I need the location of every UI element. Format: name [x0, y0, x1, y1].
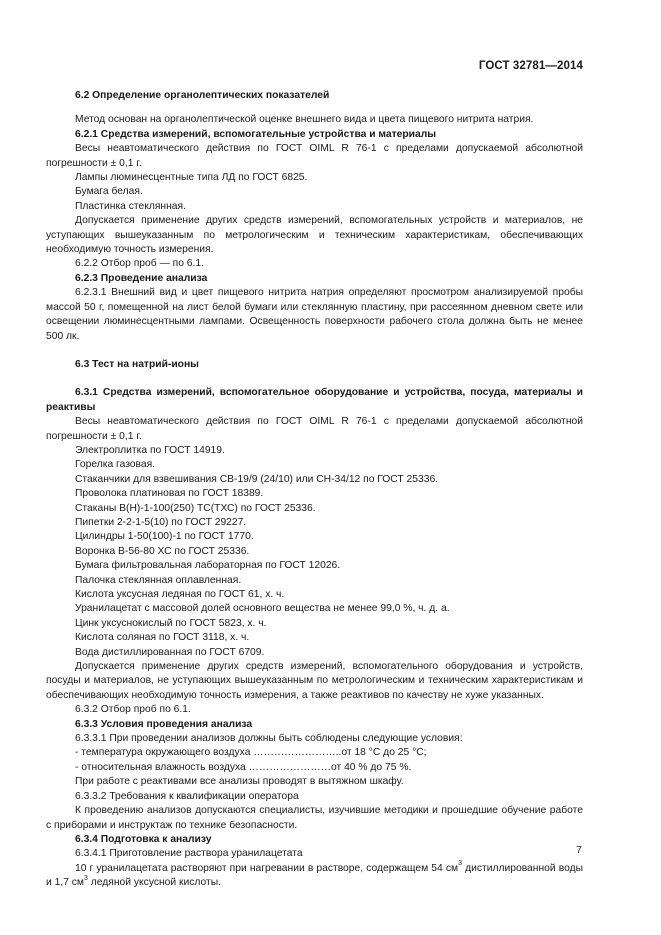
- list-item: Бумага фильтровальная лабораторная по ГОСТ 12026.: [75, 560, 341, 572]
- section-6-3-heading: 6.3 Тест на натрий-ионы: [75, 358, 199, 370]
- superscript: 3: [84, 874, 88, 882]
- section-6-2-1-heading: 6.2.1 Средства измерений, вспомогательные устройства и материалы: [75, 128, 437, 140]
- paragraph: Лампы люминесцентные типа ЛД по ГОСТ 6825.: [75, 172, 308, 184]
- section-6-3-3-2-heading: 6.3.3.2 Требования к квалификации оператора: [75, 790, 299, 802]
- equipment-list: [46, 415, 583, 703]
- paragraph: Допускается применение других средств измерений, вспомогательных устройств и материалов, не уступающих вышеуказанным по метрологическим и техническим характеристикам, обеспечивающих необходимую точность измерения.: [46, 215, 583, 256]
- document-body: [46, 89, 583, 891]
- section-6-3-4-heading: 6.3.4 Подготовка к анализу: [75, 833, 212, 845]
- paragraph: Метод основан на органолептической оценке внешнего вида и цвета пищевого нитрита натрия.: [75, 114, 534, 126]
- list-item: Вода дистиллированная по ГОСТ 6709.: [75, 646, 265, 658]
- list-item: Цинк уксуснокислый по ГОСТ 5823, х. ч.: [75, 617, 267, 629]
- document-id: ГОСТ 32781—2014: [478, 60, 583, 72]
- condition-temperature: - температура окружающего воздуха ……………………..от 18 °С до 25 °С;: [75, 747, 427, 759]
- list-item: Кислота уксусная ледяная по ГОСТ 61, х. ч.: [75, 589, 285, 600]
- paragraph: 6.3.3.1 При проведении анализов должны быть соблюдены следующие условия:: [75, 733, 463, 745]
- list-item: Стаканы В(Н)-1-100(250) ТС(ТХС) по ГОСТ 25336.: [75, 502, 316, 514]
- list-item: Пипетки 2-2-1-5(10) по ГОСТ 29227.: [75, 516, 247, 528]
- list-item: Воронка В-56-80 ХС по ГОСТ 25336.: [75, 545, 250, 557]
- paragraph: Бумага белая.: [75, 186, 143, 198]
- superscript: 3: [458, 860, 462, 868]
- paragraph: Весы неавтоматического действия по ГОСТ OIML R 76-1 с пределами допускаемой абсолютной погрешности ± 0,1 г.: [46, 143, 583, 169]
- list-item: Весы неавтоматического действия по ГОСТ OIML R 76-1 с пределами допускаемой абсолютной погрешности ± 0,1 г.: [46, 416, 583, 442]
- list-item: Электроплитка по ГОСТ 14919.: [75, 444, 225, 456]
- list-item: Стаканчики для взвешивания СВ-19/9 (24/10) или СН-34/12 по ГОСТ 25336.: [75, 473, 439, 485]
- condition-humidity: - относительная влажность воздуха ……………………от 40 % до 75 %.: [75, 761, 412, 773]
- text-run: 10 г уранилацетата растворяют при нагревании в растворе, содержащем 54 см: [75, 862, 459, 874]
- section-6-3-3-heading: 6.3.3 Условия проведения анализа: [75, 718, 253, 730]
- list-item: Допускается применение других средств измерений, вспомогательного оборудования и устройств, посуды и материалов, не уступающих вышеуказанным по метрологическим и техническим характеристикам и обеспечивающих необходимую точность измерения, а также реактивов по качеству не хуже указанных.: [46, 661, 583, 701]
- paragraph: [46, 862, 583, 891]
- section-6-2-3-heading: 6.2.3 Проведение анализа: [75, 272, 208, 284]
- list-item: Уранилацетат с массовой долей основного вещества не менее 99,0 %, ч. д. а.: [75, 603, 450, 615]
- section-6-3-1-heading: 6.3.1 Средства измерений, вспомогательное оборудование и устройства, посуда, материалы и реактивы: [46, 387, 583, 413]
- list-item: Палочка стеклянная оплавленная.: [75, 574, 242, 586]
- paragraph: 6.3.2 Отбор проб по 6.1.: [75, 704, 191, 716]
- list-item: Кислота соляная по ГОСТ 3118, х. ч.: [75, 632, 250, 644]
- text-run: ледяной уксусной кислоты.: [87, 877, 222, 889]
- list-item: Цилиндры 1-50(100)-1 по ГОСТ 1770.: [75, 531, 254, 543]
- paragraph: 6.2.2 Отбор проб — по 6.1.: [75, 258, 204, 270]
- section-6-3-4-1-heading: 6.3.4.1 Приготовление раствора уранилацетата: [75, 848, 303, 860]
- list-item: Горелка газовая.: [75, 459, 156, 471]
- page-number: 7: [576, 844, 582, 856]
- paragraph: Пластинка стеклянная.: [75, 200, 186, 212]
- list-item: Проволока платиновая по ГОСТ 18389.: [75, 488, 264, 500]
- paragraph: К проведению анализов допускаются специалисты, изучившие методики и прошедшие обучение работе с приборами и инструктаж по технике безопасности.: [46, 805, 583, 831]
- paragraph: При работе с реактивами все анализы проводят в вытяжном шкафу.: [75, 776, 404, 788]
- text-run: дистиллированной воды и 1,7 см: [46, 862, 583, 889]
- section-6-2-heading: 6.2 Определение органолептических показателей: [75, 90, 330, 101]
- paragraph: 6.2.3.1 Внешний вид и цвет пищевого нитрита натрия определяют просмотром анализируемой пробы массой 50 г, помещенной на лист белой бумаги или стеклянную пластину, при рассеянном дневном свете или освещении люминесцентными лампами. Освещенность поверхности рабочего стола должна быть не менее 500 лк.: [46, 287, 583, 342]
